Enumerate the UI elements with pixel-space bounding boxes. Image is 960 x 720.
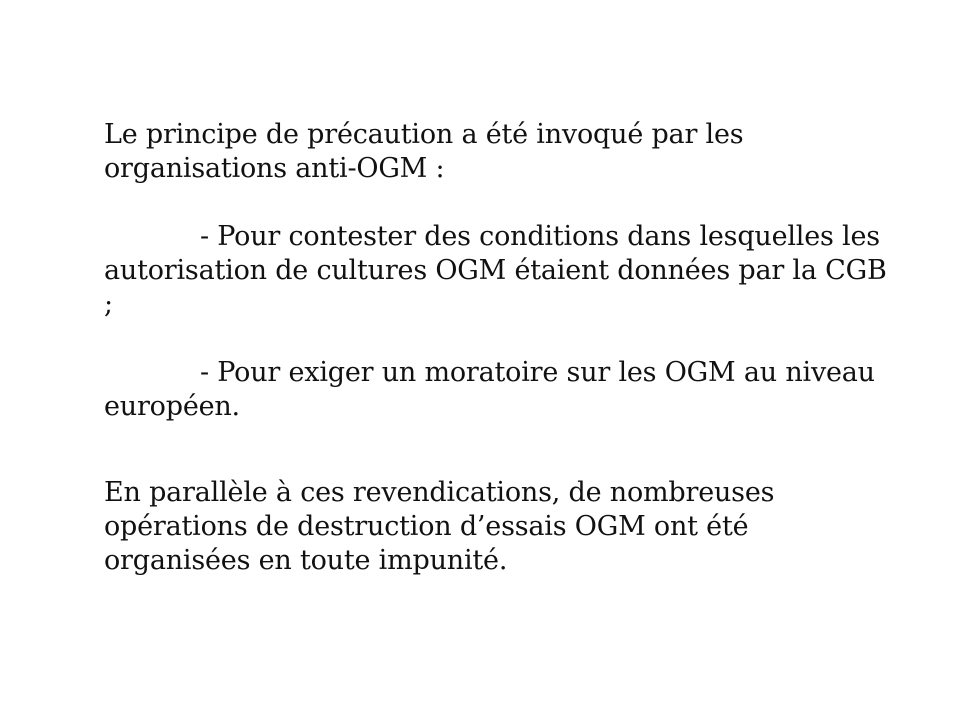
bullet-moratoire: - Pour exiger un moratoire sur les OGM au niveau européen. xyxy=(104,357,875,422)
slide-content xyxy=(104,118,894,578)
spacer xyxy=(104,322,894,356)
spacer xyxy=(104,424,894,476)
bullet-contester: - Pour contester des conditions dans lesquelles les autorisation de cultures OGM étaient données par la CGB ; xyxy=(104,221,887,320)
spacer xyxy=(104,186,894,220)
conclusion-paragraph: En parallèle à ces revendications, de nombreuses opérations de destruction d’essais OGM ont été organisées en toute impunité. xyxy=(104,477,775,576)
intro-paragraph: Le principe de précaution a été invoqué par les organisations anti-OGM : xyxy=(104,119,744,184)
